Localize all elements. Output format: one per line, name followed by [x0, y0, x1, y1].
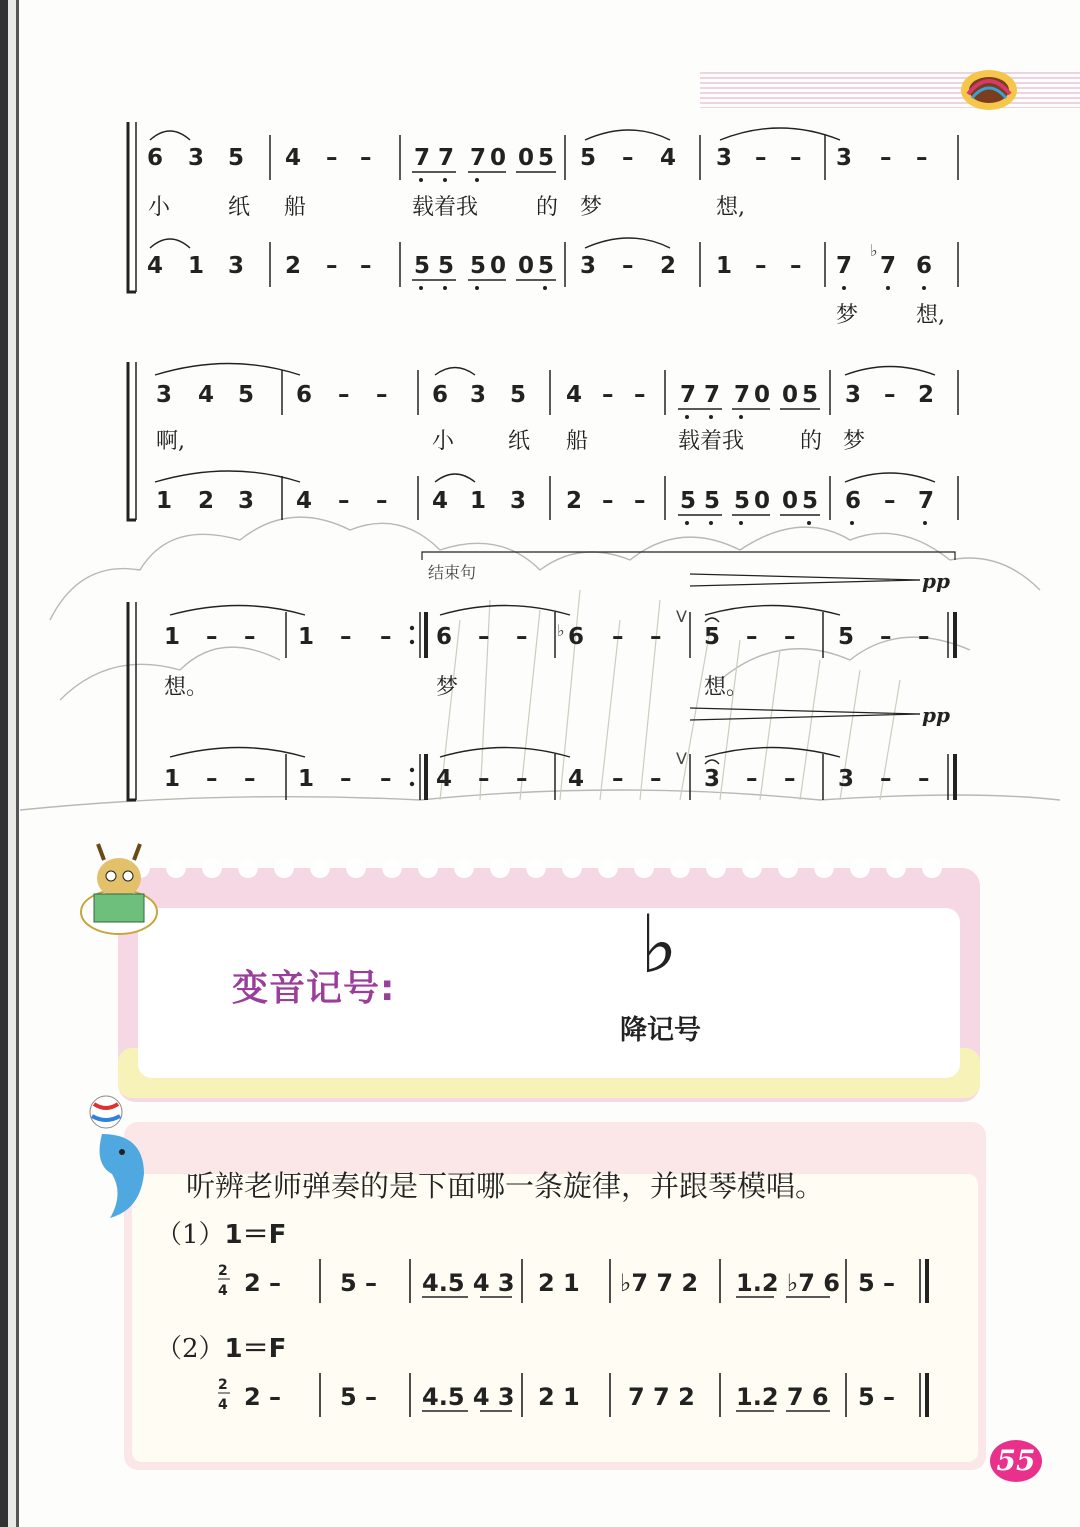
breath-mark: V	[676, 607, 687, 626]
dash: –	[338, 382, 350, 408]
lyric: 船	[566, 429, 589, 454]
section-title: 变音记号:	[232, 968, 396, 1009]
dash: –	[380, 624, 392, 650]
dash: –	[360, 253, 372, 279]
lyric: 想,	[716, 195, 745, 220]
dash: –	[918, 624, 930, 650]
note: 5	[470, 253, 487, 279]
note: 1	[298, 624, 315, 650]
lyric: 的	[536, 195, 559, 220]
note: 0	[754, 488, 771, 514]
note: 5	[802, 488, 819, 514]
note: 5	[838, 624, 855, 650]
dash: –	[790, 253, 802, 279]
dash: –	[612, 766, 624, 792]
note: 0	[490, 145, 507, 171]
lyric: 梦	[436, 675, 459, 700]
note: 4	[566, 382, 583, 408]
lyric: 梦	[843, 429, 866, 454]
lyric: 想。	[164, 675, 209, 700]
note: 3	[228, 253, 245, 279]
lyric: 的	[800, 429, 823, 454]
note: 6	[296, 382, 313, 408]
note: 2	[566, 488, 583, 514]
note: 3	[716, 145, 733, 171]
breath-mark: V	[676, 749, 687, 768]
lyric: 纸	[228, 195, 251, 220]
measure: 2 1	[538, 1383, 580, 1411]
lyric: 梦	[836, 303, 859, 328]
flat-symbol-label: 降记号	[620, 1015, 701, 1046]
note: 1	[470, 488, 487, 514]
note: 1	[164, 766, 181, 792]
dash: –	[634, 382, 646, 408]
dash: –	[478, 624, 490, 650]
note: 5	[580, 145, 597, 171]
note: 7	[704, 382, 721, 408]
flat-symbol: ♭	[640, 898, 678, 991]
measure: 4.5 4 3	[422, 1269, 515, 1297]
measure: 1.2 7 6	[736, 1383, 829, 1411]
dash: –	[622, 145, 634, 171]
note: 7	[918, 488, 935, 514]
dash: –	[516, 766, 528, 792]
note: 5	[438, 253, 455, 279]
dash: –	[602, 382, 614, 408]
melody-staves	[200, 1255, 960, 1455]
dash: –	[244, 624, 256, 650]
note: 3	[156, 382, 173, 408]
note: 1	[188, 253, 205, 279]
system-1	[128, 122, 958, 328]
note: 5	[228, 145, 245, 171]
flat-sign: ♭	[870, 241, 878, 260]
note: 1	[156, 488, 173, 514]
note: 2	[285, 253, 302, 279]
dash: –	[622, 253, 634, 279]
measure: 2 –	[244, 1269, 282, 1297]
note: 5	[802, 382, 819, 408]
dash: –	[376, 382, 388, 408]
note: 3	[845, 382, 862, 408]
note: 3	[838, 766, 855, 792]
measure: 5 –	[858, 1269, 896, 1297]
exercise-instruction: 听辨老师弹奏的是下面哪一条旋律，并跟琴模唱。	[186, 1169, 825, 1203]
note: 0	[518, 253, 535, 279]
dash: –	[884, 382, 896, 408]
note: 6	[845, 488, 862, 514]
dash: –	[918, 766, 930, 792]
lyric: 船	[284, 195, 307, 220]
note: 6	[147, 145, 164, 171]
measure: 4.5 4 3	[422, 1383, 515, 1411]
page-number: 55	[990, 1440, 1042, 1482]
note: 6	[432, 382, 449, 408]
note: 5	[414, 253, 431, 279]
dash: –	[340, 624, 352, 650]
note: 2	[918, 382, 935, 408]
note: 7	[438, 145, 455, 171]
note: 0	[518, 145, 535, 171]
note: 4	[147, 253, 164, 279]
measure: 5 –	[858, 1383, 896, 1411]
note: 5	[510, 382, 527, 408]
dash: –	[360, 145, 372, 171]
section-label: 结束句	[428, 563, 477, 582]
measure: 1.2 ♭7 6	[736, 1269, 840, 1297]
note: 7	[880, 253, 897, 279]
note: 3	[238, 488, 255, 514]
melody-key: 1＝F	[224, 1220, 287, 1250]
note: 2	[660, 253, 677, 279]
note: 7	[836, 253, 853, 279]
note: 1	[298, 766, 315, 792]
note: 5	[238, 382, 255, 408]
dash: –	[340, 766, 352, 792]
dash: –	[244, 766, 256, 792]
note: 3	[580, 253, 597, 279]
note: 5	[704, 488, 721, 514]
lyric: 小	[432, 429, 455, 454]
dash: –	[478, 766, 490, 792]
dash: –	[790, 145, 802, 171]
note: 6	[436, 624, 453, 650]
note: 4	[285, 145, 302, 171]
dash: –	[380, 766, 392, 792]
measure: 5 –	[340, 1383, 378, 1411]
dash: –	[880, 624, 892, 650]
note: 7	[414, 145, 431, 171]
lyric: 纸	[508, 429, 531, 454]
system-3	[128, 552, 955, 800]
dash: –	[880, 145, 892, 171]
dash: –	[612, 624, 624, 650]
note: 5	[538, 253, 555, 279]
goat-reading-icon	[76, 842, 162, 938]
lyric: 载着我	[678, 429, 745, 454]
lyric: 想。	[704, 675, 749, 700]
dynamic-marking: pp	[922, 569, 950, 593]
note: 4	[432, 488, 449, 514]
note: 3	[510, 488, 527, 514]
dash: –	[755, 253, 767, 279]
time-signature: 2	[218, 1377, 228, 1393]
dash: –	[755, 145, 767, 171]
time-signature: 4	[218, 1397, 228, 1413]
melody-label: （1）	[156, 1220, 225, 1250]
measure: ♭7 7 2	[620, 1269, 699, 1297]
dash: –	[650, 624, 662, 650]
note: 3	[188, 145, 205, 171]
measure: 2 –	[244, 1383, 282, 1411]
dash: –	[650, 766, 662, 792]
note: 4	[436, 766, 453, 792]
dash: –	[376, 488, 388, 514]
dash: –	[634, 488, 646, 514]
dolphin-ball-icon	[84, 1094, 160, 1224]
dash: –	[206, 624, 218, 650]
flat-sign: ♭	[557, 621, 565, 640]
note: 5	[680, 488, 697, 514]
time-signature: 2	[218, 1263, 228, 1279]
note: 4	[568, 766, 585, 792]
note: 2	[198, 488, 215, 514]
note: 0	[782, 382, 799, 408]
lyric: 载着我	[412, 195, 479, 220]
measure: 7 7 2	[628, 1383, 695, 1411]
note: 7	[680, 382, 697, 408]
note: 5	[734, 488, 751, 514]
note: 5	[538, 145, 555, 171]
note: 0	[490, 253, 507, 279]
note: 4	[660, 145, 677, 171]
dash: –	[326, 253, 338, 279]
time-signature: 4	[218, 1283, 228, 1299]
dynamic-marking: pp	[922, 703, 950, 727]
note: 1	[164, 624, 181, 650]
note: 7	[734, 382, 751, 408]
dash: –	[602, 488, 614, 514]
melody-key: 1＝F	[224, 1334, 287, 1364]
note: 6	[568, 624, 585, 650]
note: 5	[704, 624, 721, 650]
dash: –	[880, 766, 892, 792]
dash: –	[784, 624, 796, 650]
lyric: 想,	[916, 303, 945, 328]
dash: –	[746, 624, 758, 650]
note: 7	[470, 145, 487, 171]
note: 3	[836, 145, 853, 171]
dash: –	[916, 145, 928, 171]
system-2	[128, 362, 958, 525]
lyric: 小	[148, 195, 171, 220]
melody-1-header	[156, 1214, 286, 1251]
melody-label: （2）	[156, 1334, 225, 1364]
note: 4	[296, 488, 313, 514]
measure: 5 –	[340, 1269, 378, 1297]
dash: –	[884, 488, 896, 514]
dash: –	[746, 766, 758, 792]
note: 3	[470, 382, 487, 408]
dash: –	[516, 624, 528, 650]
dash: –	[206, 766, 218, 792]
dash: –	[784, 766, 796, 792]
note: 1	[716, 253, 733, 279]
note: 0	[754, 382, 771, 408]
note: 3	[704, 766, 721, 792]
measure: 2 1	[538, 1269, 580, 1297]
note: 0	[782, 488, 799, 514]
note: 6	[916, 253, 933, 279]
dash: –	[326, 145, 338, 171]
lyric: 啊,	[156, 429, 185, 454]
lyric: 梦	[580, 195, 603, 220]
dash: –	[338, 488, 350, 514]
note: 4	[198, 382, 215, 408]
